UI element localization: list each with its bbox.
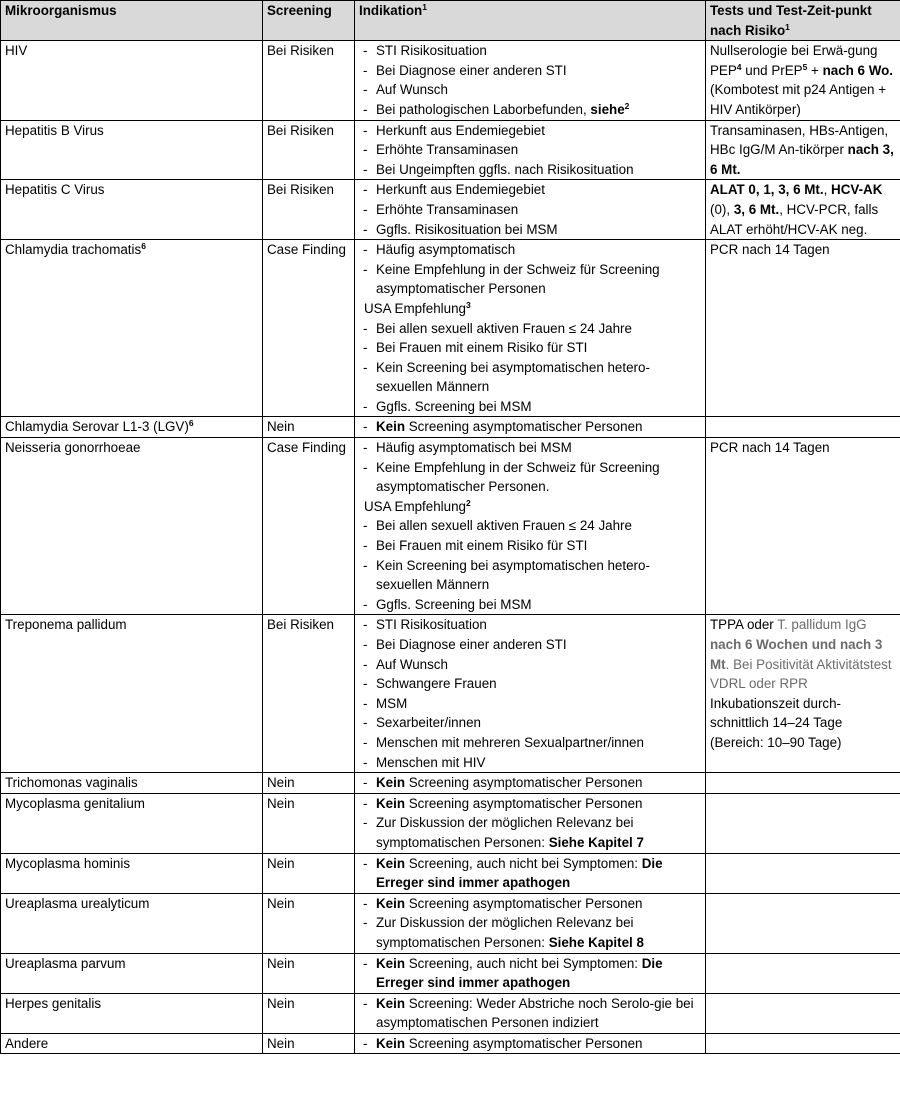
organism-cell bbox=[1, 240, 263, 417]
indication-cell bbox=[355, 1033, 706, 1054]
text-run: Herkunft aus Endemiegebiet bbox=[376, 122, 545, 138]
tests-cell bbox=[706, 953, 900, 993]
indication-item bbox=[359, 260, 701, 299]
indication-item bbox=[359, 894, 701, 914]
bold-text: Die Erreger sind immer apathogen bbox=[376, 955, 663, 991]
tests-cell bbox=[706, 793, 900, 853]
indication-item bbox=[359, 417, 701, 437]
screening-cell bbox=[263, 793, 355, 853]
table-row bbox=[1, 773, 900, 794]
table-row bbox=[1, 41, 900, 120]
tests-cell bbox=[706, 120, 900, 180]
footnote-ref: 3 bbox=[465, 299, 471, 310]
text-run: Kein Screening bei asymptomatischen hetero-sexuellen Männern bbox=[376, 359, 650, 395]
tests-cell bbox=[706, 240, 900, 417]
indication-item bbox=[359, 694, 701, 714]
indication-item bbox=[359, 1034, 701, 1054]
screening-value: Bei Risiken bbox=[267, 182, 334, 198]
bold-text: Siehe Kapitel 8 bbox=[548, 934, 644, 950]
screening-cell bbox=[263, 893, 355, 953]
text-run: Zur Diskussion der möglichen Relevanz bei symptomatischen Personen: bbox=[376, 815, 634, 850]
table-row bbox=[1, 793, 900, 853]
test-paragraph bbox=[710, 180, 896, 239]
footnote-ref: 2 bbox=[624, 100, 630, 111]
screening-cell bbox=[263, 993, 355, 1033]
screening-cell bbox=[263, 41, 355, 120]
screening-cell bbox=[263, 1033, 355, 1054]
text-run: Menschen mit HIV bbox=[376, 754, 486, 770]
text-run: MSM bbox=[376, 695, 408, 711]
indication-item bbox=[359, 813, 701, 852]
screening-value: Case Finding bbox=[267, 440, 346, 456]
tests-cell bbox=[706, 180, 900, 240]
organism-name: Hepatitis B Virus bbox=[5, 122, 104, 138]
header-indication bbox=[355, 1, 706, 41]
indication-cell bbox=[355, 180, 706, 240]
table-row bbox=[1, 438, 900, 615]
table-row bbox=[1, 240, 900, 417]
bold-text: nach 6 Wo. bbox=[822, 62, 894, 78]
screening-value: Nein bbox=[267, 995, 295, 1011]
text-run: Bei Diagnose einer anderen STI bbox=[376, 637, 567, 652]
test-paragraph bbox=[710, 41, 896, 119]
screening-cell bbox=[263, 953, 355, 993]
screening-cell bbox=[263, 240, 355, 417]
indication-cell bbox=[355, 853, 706, 893]
tests-cell bbox=[706, 417, 900, 438]
text-run: . Bei Positivität Aktivitätstest VDRL oder RPR bbox=[710, 656, 892, 692]
screening-value: Nein bbox=[267, 419, 295, 435]
indication-cell bbox=[355, 953, 706, 993]
organism-cell bbox=[1, 773, 263, 794]
indication-item bbox=[359, 180, 701, 200]
tests-cell bbox=[706, 773, 900, 794]
text-run: Sexarbeiter/innen bbox=[376, 715, 481, 731]
text-run: Inkubationszeit durch-schnittlich 14–24 Tage (Bereich: 10–90 Tage) bbox=[710, 695, 843, 750]
table-row bbox=[1, 893, 900, 953]
organism-cell bbox=[1, 180, 263, 240]
indication-cell bbox=[355, 438, 706, 615]
bold-text: Kein bbox=[376, 995, 406, 1011]
indication-item bbox=[359, 240, 701, 260]
text-run: Bei allen sexuell aktiven Frauen ≤ 24 Jahre bbox=[376, 320, 632, 336]
text-run: Bei Frauen mit einem Risiko für STI bbox=[376, 340, 588, 356]
indication-item bbox=[359, 536, 701, 556]
header-screening-label: Screening bbox=[267, 3, 332, 18]
tests-cell bbox=[706, 1033, 900, 1054]
text-run: Auf Wunsch bbox=[376, 82, 448, 98]
indication-item bbox=[359, 733, 701, 753]
text-run: Erhöhte Transaminasen bbox=[376, 142, 519, 158]
indication-item bbox=[359, 338, 701, 358]
indication-item bbox=[359, 615, 701, 635]
indication-item bbox=[359, 854, 701, 893]
indication-item bbox=[359, 753, 701, 773]
bold-text: Siehe Kapitel 7 bbox=[548, 834, 644, 850]
test-paragraph bbox=[710, 438, 896, 458]
text-run: Nullserologie bei Erwä-gung PEP bbox=[710, 43, 878, 78]
test-paragraph bbox=[710, 615, 896, 693]
screening-value: Nein bbox=[267, 1035, 295, 1051]
indication-cell bbox=[355, 993, 706, 1033]
table-row bbox=[1, 615, 900, 773]
header-tests-label: Tests und Test-Zeit-punkt nach Risiko bbox=[710, 3, 872, 38]
text-run: Bei pathologischen Laborbefunden, bbox=[376, 101, 591, 117]
organism-cell bbox=[1, 438, 263, 615]
text-run: Screening, auch nicht bei Symptomen: bbox=[405, 855, 642, 871]
screening-cell bbox=[263, 615, 355, 773]
header-organism-label: Mikroorganismus bbox=[5, 3, 117, 18]
indication-subheading bbox=[359, 299, 701, 319]
test-paragraph bbox=[710, 121, 896, 180]
header-indication-label: Indikation bbox=[359, 3, 423, 18]
indication-item bbox=[359, 674, 701, 694]
indication-item bbox=[359, 516, 701, 536]
indication-cell bbox=[355, 773, 706, 794]
indication-item bbox=[359, 458, 701, 497]
text-run: Bei Diagnose einer anderen STI bbox=[376, 62, 567, 78]
text-run: Ggfls. Screening bei MSM bbox=[376, 596, 532, 612]
organism-name: Mycoplasma hominis bbox=[5, 855, 131, 871]
indication-cell bbox=[355, 417, 706, 438]
text-run: Häufig asymptomatisch bei MSM bbox=[376, 440, 572, 456]
table-row bbox=[1, 993, 900, 1033]
tests-cell bbox=[706, 893, 900, 953]
text-run: USA Empfehlung bbox=[364, 300, 466, 316]
text-run: und PrEP bbox=[741, 62, 803, 78]
organism-name: Hepatitis C Virus bbox=[5, 182, 105, 198]
indication-item bbox=[359, 160, 701, 180]
indication-cell bbox=[355, 120, 706, 180]
indication-item bbox=[359, 220, 701, 240]
indication-item bbox=[359, 41, 701, 61]
organism-cell bbox=[1, 793, 263, 853]
screening-value: Nein bbox=[267, 955, 295, 971]
test-paragraph bbox=[710, 694, 896, 753]
table-row bbox=[1, 417, 900, 438]
organism-name: HIV bbox=[5, 43, 28, 59]
organism-name: Ureaplasma parvum bbox=[5, 955, 126, 971]
indication-item bbox=[359, 635, 701, 655]
tests-cell bbox=[706, 438, 900, 615]
text-run: T. pallidum IgG bbox=[777, 617, 867, 633]
indication-item bbox=[359, 713, 701, 733]
text-run: (0), bbox=[710, 201, 734, 217]
bold-text: nach 3, 6 Mt. bbox=[710, 142, 894, 177]
text-run: STI Risikosituation bbox=[376, 617, 487, 633]
table-row bbox=[1, 180, 900, 240]
screening-value: Bei Risiken bbox=[267, 43, 334, 59]
text-run: Screening asymptomatischer Personen bbox=[405, 895, 643, 911]
indication-item bbox=[359, 100, 701, 120]
footnote-ref: 6 bbox=[141, 241, 146, 252]
organism-name: Treponema pallidum bbox=[5, 617, 127, 633]
bold-text: Kein bbox=[376, 895, 406, 911]
text-run: Herkunft aus Endemiegebiet bbox=[376, 182, 545, 198]
bold-text: 3, 6 Mt. bbox=[733, 201, 780, 217]
organism-cell bbox=[1, 853, 263, 893]
screening-cell bbox=[263, 120, 355, 180]
indication-item bbox=[359, 655, 701, 675]
bold-text: Kein bbox=[376, 775, 406, 791]
bold-text: Kein bbox=[376, 795, 406, 811]
screening-cell bbox=[263, 853, 355, 893]
screening-value: Bei Risiken bbox=[267, 617, 334, 633]
screening-cell bbox=[263, 773, 355, 794]
screening-value: Nein bbox=[267, 775, 295, 791]
text-run: Kein Screening bei asymptomatischen hetero-sexuellen Männern bbox=[376, 557, 650, 593]
tests-cell bbox=[706, 41, 900, 120]
text-run: Ggfls. Screening bei MSM bbox=[376, 398, 532, 414]
indication-item bbox=[359, 438, 701, 458]
screening-value: Nein bbox=[267, 795, 295, 811]
footnote-ref: 2 bbox=[465, 497, 471, 508]
organism-name: Neisseria gonorrhoeae bbox=[5, 440, 141, 456]
header-tests bbox=[706, 1, 900, 41]
text-run: Bei Ungeimpften ggfls. nach Risikosituation bbox=[376, 161, 634, 177]
indication-item bbox=[359, 595, 701, 615]
organism-name: Chlamydia Serovar L1-3 (LGV) bbox=[5, 419, 189, 435]
text-run: Zur Diskussion der möglichen Relevanz bei symptomatischen Personen: bbox=[376, 915, 634, 950]
text-run: Schwangere Frauen bbox=[376, 676, 497, 692]
tests-cell bbox=[706, 993, 900, 1033]
organism-name: Chlamydia trachomatis bbox=[5, 242, 142, 258]
test-paragraph bbox=[710, 240, 896, 260]
screening-cell bbox=[263, 438, 355, 615]
screening-cell bbox=[263, 417, 355, 438]
footnote-ref: 1 bbox=[785, 21, 790, 32]
indication-item bbox=[359, 358, 701, 397]
header-screening bbox=[263, 1, 355, 41]
footnote-ref: 1 bbox=[422, 2, 427, 12]
organism-cell bbox=[1, 993, 263, 1033]
organism-cell bbox=[1, 615, 263, 773]
text-run: , HCV-PCR, falls ALAT erhöht/HCV-AK neg. bbox=[710, 201, 879, 237]
tests-cell bbox=[706, 615, 900, 773]
text-run: Bei allen sexuell aktiven Frauen ≤ 24 Jahre bbox=[376, 518, 632, 534]
organism-name: Ureaplasma urealyticum bbox=[5, 895, 150, 911]
text-run: Ggfls. Risikosituation bei MSM bbox=[376, 221, 558, 237]
text-run: Bei Frauen mit einem Risiko für STI bbox=[376, 538, 588, 554]
text-run: PCR nach 14 Tagen bbox=[710, 242, 830, 258]
indication-item bbox=[359, 773, 701, 793]
bold-text: Kein bbox=[376, 419, 406, 435]
indication-item bbox=[359, 80, 701, 100]
text-run: Screening: Weder Abstriche noch Serolo-gie bei asymptomatischen Personen indiziert bbox=[376, 995, 694, 1031]
indication-item bbox=[359, 200, 701, 220]
organism-cell bbox=[1, 417, 263, 438]
indication-item bbox=[359, 319, 701, 339]
indication-cell bbox=[355, 893, 706, 953]
text-run: Keine Empfehlung in der Schweiz für Screening asymptomatischer Personen. bbox=[376, 459, 660, 495]
indication-subheading bbox=[359, 497, 701, 517]
bold-text: ALAT 0, 1, 3, 6 Mt. bbox=[710, 182, 824, 198]
table-body bbox=[1, 41, 900, 1054]
header-organism bbox=[1, 1, 263, 41]
header-row bbox=[1, 1, 900, 41]
text-run: , bbox=[823, 182, 832, 198]
text-run: Keine Empfehlung in der Schweiz für Screening asymptomatischer Personen bbox=[376, 261, 660, 297]
text-run: STI Risikosituation bbox=[376, 43, 487, 59]
bold-text: Kein bbox=[376, 1035, 406, 1051]
organism-name: Herpes genitalis bbox=[5, 995, 102, 1011]
indication-cell bbox=[355, 615, 706, 773]
bold-text: Kein bbox=[376, 855, 406, 871]
indication-item bbox=[359, 121, 701, 141]
indication-cell bbox=[355, 41, 706, 120]
text-run: Transaminasen, HBs-Antigen, HBc IgG/M An-tikörper bbox=[710, 122, 889, 158]
text-run: PCR nach 14 Tagen bbox=[710, 440, 830, 456]
bold-text: nach 6 Wochen und nach 3 Mt bbox=[710, 637, 883, 672]
organism-cell bbox=[1, 1033, 263, 1054]
organism-cell bbox=[1, 953, 263, 993]
indication-item bbox=[359, 140, 701, 160]
organism-cell bbox=[1, 41, 263, 120]
indication-cell bbox=[355, 793, 706, 853]
screening-cell bbox=[263, 180, 355, 240]
screening-value: Bei Risiken bbox=[267, 122, 334, 138]
table-row bbox=[1, 853, 900, 893]
tests-cell bbox=[706, 853, 900, 893]
text-run: Häufig asymptomatisch bbox=[376, 242, 516, 258]
indication-item bbox=[359, 556, 701, 595]
bold-text: siehe bbox=[590, 101, 625, 117]
text-run: Screening asymptomatischer Personen bbox=[405, 419, 643, 435]
screening-value: Case Finding bbox=[267, 242, 346, 258]
text-run: (Kombotest mit p24 Antigen + HIV Antikörper) bbox=[710, 82, 887, 117]
indication-item bbox=[359, 61, 701, 81]
text-run: TPPA oder bbox=[710, 617, 778, 633]
text-run: Screening asymptomatischer Personen bbox=[405, 775, 643, 791]
table-header bbox=[1, 1, 900, 41]
text-run: USA Empfehlung bbox=[364, 498, 466, 514]
table-row bbox=[1, 953, 900, 993]
text-run: Erhöhte Transaminasen bbox=[376, 201, 519, 217]
organism-name: Andere bbox=[5, 1035, 49, 1051]
text-run: Screening, auch nicht bei Symptomen: bbox=[405, 955, 642, 971]
table-row bbox=[1, 1033, 900, 1054]
indication-item bbox=[359, 954, 701, 993]
text-run: Auf Wunsch bbox=[376, 656, 448, 672]
text-run: Screening asymptomatischer Personen bbox=[405, 795, 643, 811]
text-run: + bbox=[807, 62, 823, 78]
indication-item bbox=[359, 913, 701, 952]
bold-text: HCV-AK bbox=[831, 182, 883, 198]
bold-text: Kein bbox=[376, 955, 406, 971]
organism-name: Trichomonas vaginalis bbox=[5, 775, 138, 791]
footnote-ref: 6 bbox=[188, 418, 194, 429]
indication-item bbox=[359, 397, 701, 417]
footnote-ref: 4 bbox=[736, 61, 742, 72]
bold-text: Die Erreger sind immer apathogen bbox=[376, 855, 663, 891]
organism-cell bbox=[1, 120, 263, 180]
indication-cell bbox=[355, 240, 706, 417]
text-run: Menschen mit mehreren Sexualpartner/innen bbox=[376, 734, 644, 750]
table-row bbox=[1, 120, 900, 180]
screening-value: Nein bbox=[267, 855, 295, 871]
screening-value: Nein bbox=[267, 895, 295, 911]
organism-name: Mycoplasma genitalium bbox=[5, 795, 145, 811]
indication-item bbox=[359, 994, 701, 1033]
text-run: Screening asymptomatischer Personen bbox=[405, 1035, 643, 1051]
organism-cell bbox=[1, 893, 263, 953]
indication-item bbox=[359, 794, 701, 814]
footnote-ref: 5 bbox=[802, 61, 808, 72]
